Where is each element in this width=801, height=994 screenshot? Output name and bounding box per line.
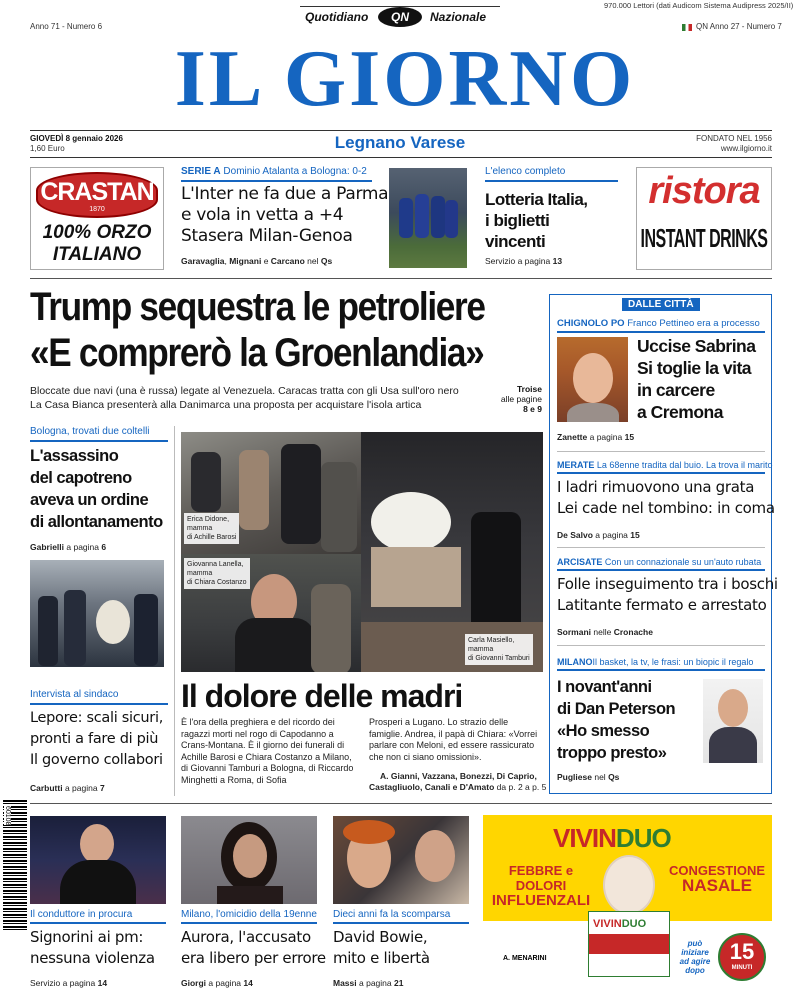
serie-a-kicker: SERIE A Dominio Atalanta a Bologna: 0-2 [181,166,367,177]
arcisate-headline[interactable]: Folle inseguimento tra i boschi Latitante fermato e arrestato [557,575,778,614]
aurora-headline[interactable]: Aurora, l'accusato era libero per errore [181,928,326,967]
railway-tribute-photo [30,560,164,667]
madri-credits-1: A. Gianni, Vazzana, Bonezzi, Di Caprio, [380,771,537,781]
chignolo-headline[interactable]: Uccise Sabrina Si toglie la vita in carcere a Cremona [637,336,756,422]
peterson-headline[interactable]: I novant'anni di Dan Peterson «Ho smesso troppo presto» [557,678,676,762]
vivinduo-febbre: FEBBRE e DOLORI INFLUENZALI [491,863,591,909]
caption-masiello: Carla Masiello, mamma di Giovanni Tamburi [465,634,533,665]
lotteria-headline[interactable]: Lotteria Italia, i biglietti vincenti [485,190,588,251]
edition-name: Legnano Varese [334,133,466,152]
crastan-line2: ITALIANO [52,244,142,265]
signorini-photo [30,816,166,904]
signorini-credit: Servizio a pagina 14 [30,978,108,988]
issue-date: GIOVEDÌ 8 gennaio 2026 [30,134,123,143]
peterson-credit: Pugliese nel Qs [557,772,620,782]
merate-kicker: MERATE La 68enne tradita dal buio. La trova il marito [557,460,773,470]
lead-deck: Bloccate due navi (una è russa) legate al Venezuela. Caracas tratta con gli Usa sull'oro nero La Casa Bianca presenterà alla Danimarca una proposta per acquistare l'isola artica [30,385,459,411]
madri-text-col1: È l'ora della preghiera e del ricordo dei ragazzi morti nel rogo di Capodanno a Crans-Montana. È il giorno dei funerali di Achille Barosi e Chiara Costanzo a Milano, di Giovanni Tamburi a Bologna, di Riccardo Minghetti a Roma, di Sofia [181,717,354,785]
madri-headline[interactable]: Il dolore delle madri [181,678,463,714]
qn-logo: QN [378,7,422,27]
dalle-citta-label: DALLE CITTÀ [622,298,700,311]
menarini-logo: A. MENARINI [503,955,547,962]
sindaco-headline[interactable]: Lepore: scali sicuri, pronti a fare di più Il governo collabori [30,710,164,768]
sabrina-portrait-photo [557,337,628,422]
bowie-credit: Massi a pagina 21 [333,978,404,988]
vivinduo-15-minutes-badge: 15 MINUTI [718,933,766,981]
serie-a-headline[interactable]: L'Inter ne fa due a Parma e vola in vetta a +4 Stasera Milan-Genoa [181,184,389,246]
ristora-tagline: INSTANT DRINKS [640,226,768,254]
chignolo-kicker: CHIGNOLO PO Franco Pettineo era a processo [557,318,760,329]
crastan-line1: 100% ORZO [42,222,152,243]
merate-credit: De Salvo a pagina 15 [557,530,640,540]
football-players-photo [389,168,467,268]
aurora-credit: Giorgi a pagina 14 [181,978,253,988]
capotreno-kicker: Bologna, trovati due coltelli [30,426,150,437]
crastan-ad[interactable] [30,167,164,270]
lead-credit: Troise alle pagine 8 e 9 [500,384,542,414]
sindaco-kicker: Intervista al sindaco [30,689,119,700]
signorini-headline[interactable]: Signorini ai pm: nessuna violenza [30,928,155,967]
vivinduo-can-act: può iniziare ad agire dopo [679,939,711,975]
milano-kicker: MILANOIl basket, la tv, le frasi: un biopic il regalo [557,657,754,667]
bowie-headline[interactable]: David Bowie, mito e libertà [333,928,430,967]
serie-a-credit: Garavaglia, Mignani e Carcano nel Qs [181,256,333,266]
vivinduo-ad[interactable] [483,815,772,986]
capotreno-credit: Gabrielli a pagina 6 [30,542,107,552]
caption-lanella: Giovanna Lanella, mamma di Chiara Costanzo [184,558,250,589]
issue-number-right: QN Anno 27 - Numero 7 [696,22,782,31]
nazionale-label: Nazionale [430,10,487,24]
aurora-kicker: Milano, l'omicidio della 19enne [181,909,317,920]
website: www.ilgiorno.it [720,144,772,153]
caption-didone: Erica Didone, mamma di Achille Barosi [184,513,239,544]
vivinduo-box-image: VIVINDUO [588,911,670,977]
lotteria-kicker: L'elenco completo [485,166,566,177]
barcode-number: 60108 [4,806,11,826]
founded-note: FONDATO NEL 1956 [696,134,772,143]
price: 1,60 Euro [30,144,65,153]
vivinduo-congestione: CONGESTIONE NASALE [668,863,766,895]
bowie-photo [333,816,469,904]
signorini-kicker: Il conduttore in procura [30,909,133,920]
quotidiano-label: Quotidiano [305,10,369,24]
capotreno-headline[interactable]: L'assassino del capotreno aveva un ordine di allontanamento [30,447,163,531]
issue-number-left: Anno 71 - Numero 6 [30,22,103,31]
crastan-year: 1870 [89,206,105,213]
aurora-photo [181,816,317,904]
vivinduo-brand: VIVINDUO [553,823,671,853]
lead-headline[interactable]: Trump sequestra le petroliere «E comprerò la Groenlandia» [30,285,485,375]
chignolo-credit: Zanette a pagina 15 [557,432,635,442]
readers-note: 970.000 Lettori (dati Audicom Sistema Audipress 2025/II) [604,1,794,10]
peterson-portrait-photo [703,679,763,763]
head-illustration-icon [603,855,655,915]
ristora-ad[interactable] [636,167,772,270]
madri-credits-2: Castagliuolo, Canali e D'Amato da p. 2 a p. 5 [369,782,547,792]
bowie-kicker: Dieci anni fa la scomparsa [333,909,451,920]
crastan-brand: CRASTAN [40,178,154,206]
arcisate-credit: Sormani nelle Cronache [557,627,653,637]
sindaco-credit: Carbutti a pagina 7 [30,783,105,793]
italian-flag-icon [682,24,692,31]
merate-headline[interactable]: I ladri rimuovono una grata Lei cade nel tombino: in coma [557,478,775,517]
ristora-brand: ristora [648,170,760,212]
lotteria-credit: Servizio a pagina 13 [485,256,563,266]
newspaper-title: IL GIORNO [174,35,636,123]
arcisate-kicker: ARCISATE Con un connazionale su un'auto rubata [557,557,762,567]
madri-text-col2: Prosperi a Lugano. Lo strazio delle famiglie. Andrea, il papà di Chiara: «Vorrei parlare con Meloni, ed essere rassicurato che non ci siano omissioni». [369,717,538,762]
